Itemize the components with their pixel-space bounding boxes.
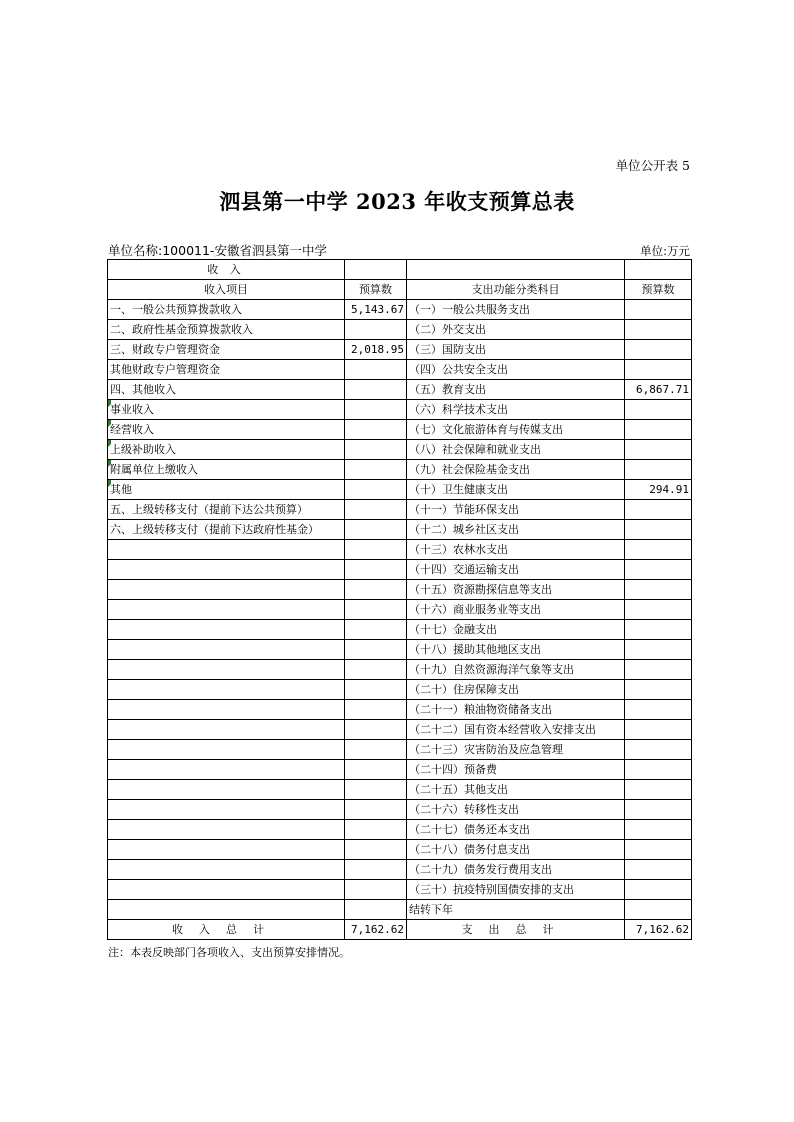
income-total-label: 收入总计 <box>108 920 345 940</box>
table-row <box>108 560 692 580</box>
column-header-expense-item: 支出功能分类科目 <box>407 280 625 300</box>
income-amount-cell <box>345 760 407 780</box>
column-header-income-item: 收入项目 <box>108 280 345 300</box>
income-item-cell <box>108 800 345 820</box>
income-item-cell <box>108 780 345 800</box>
table-row <box>108 840 692 860</box>
expense-item-cell: （九）社会保险基金支出 <box>407 460 625 480</box>
expense-item-cell: （十二）城乡社区支出 <box>407 520 625 540</box>
expense-amount-cell <box>625 760 692 780</box>
expense-amount-cell <box>625 820 692 840</box>
page-title: 泗县第一中学 2023 年收支预算总表 <box>219 189 575 214</box>
income-item-cell <box>108 820 345 840</box>
expense-item-cell: （二十二）国有资本经营收入安排支出 <box>407 720 625 740</box>
expense-amount-cell <box>625 640 692 660</box>
expense-amount-cell <box>625 360 692 380</box>
expense-amount-cell <box>625 400 692 420</box>
unit-name: 单位名称:100011-安徽省泗县第一中学 <box>108 243 327 258</box>
table-column-header-row <box>108 280 692 300</box>
expense-item-cell: （八）社会保障和就业支出 <box>407 440 625 460</box>
expense-amount-cell: 294.91 <box>625 480 692 500</box>
table-row <box>108 660 692 680</box>
income-item-cell: 三、财政专户管理资金 <box>108 340 345 360</box>
income-item-cell: 其他财政专户管理资金 <box>108 360 345 380</box>
expense-item-cell: （十四）交通运输支出 <box>407 560 625 580</box>
income-item-cell <box>108 840 345 860</box>
table-row <box>108 800 692 820</box>
footnote: 注：本表反映部门各项收入、支出预算安排情况。 <box>108 946 350 959</box>
expense-item-cell: （二十三）灾害防治及应急管理 <box>407 740 625 760</box>
expense-item-cell: （二十六）转移性支出 <box>407 800 625 820</box>
expense-amount-cell: 6,867.71 <box>625 380 692 400</box>
income-item-cell <box>108 880 345 900</box>
expense-item-cell: （二十九）债务发行费用支出 <box>407 860 625 880</box>
income-item-cell <box>108 540 345 560</box>
table-row <box>108 380 692 400</box>
income-amount-cell <box>345 620 407 640</box>
table-row <box>108 720 692 740</box>
table-row <box>108 820 692 840</box>
income-item-cell <box>108 620 345 640</box>
table-row <box>108 880 692 900</box>
income-item-cell: 二、政府性基金预算拨款收入 <box>108 320 345 340</box>
table-row <box>108 520 692 540</box>
income-amount-cell <box>345 360 407 380</box>
income-item-cell: 四、其他收入 <box>108 380 345 400</box>
income-item-cell: 上级补助收入 <box>108 440 345 460</box>
expense-amount-cell <box>625 620 692 640</box>
table-row <box>108 700 692 720</box>
table-row <box>108 580 692 600</box>
expense-amount-cell <box>625 500 692 520</box>
income-amount-cell <box>345 740 407 760</box>
income-amount-cell <box>345 420 407 440</box>
income-amount-cell <box>345 700 407 720</box>
table-row <box>108 400 692 420</box>
table-row <box>108 780 692 800</box>
income-amount-cell <box>345 640 407 660</box>
income-item-cell <box>108 720 345 740</box>
expense-amount-cell <box>625 600 692 620</box>
income-item-cell <box>108 580 345 600</box>
income-item-cell <box>108 600 345 620</box>
total-row <box>108 920 692 940</box>
income-item-cell: 六、上级转移支付（提前下达政府性基金） <box>108 520 345 540</box>
expense-item-cell: （五）教育支出 <box>407 380 625 400</box>
expense-item-cell: （十五）资源勘探信息等支出 <box>407 580 625 600</box>
expense-item-cell: （二十一）粮油物资储备支出 <box>407 700 625 720</box>
expense-item-cell: （十三）农林水支出 <box>407 540 625 560</box>
column-header-expense-amount: 预算数 <box>625 280 692 300</box>
empty-cell <box>407 260 625 280</box>
income-item-cell: 经营收入 <box>108 420 345 440</box>
expense-item-cell: （七）文化旅游体育与传媒支出 <box>407 420 625 440</box>
table-row <box>108 500 692 520</box>
expense-item-cell: （二十五）其他支出 <box>407 780 625 800</box>
expense-amount-cell <box>625 780 692 800</box>
table-code: 单位公开表 5 <box>615 158 690 173</box>
budget-table <box>107 259 692 940</box>
expense-item-cell: （十八）援助其他地区支出 <box>407 640 625 660</box>
income-amount-cell: 5,143.67 <box>345 300 407 320</box>
income-amount-cell <box>345 500 407 520</box>
income-item-cell <box>108 740 345 760</box>
expense-amount-cell <box>625 440 692 460</box>
table-row <box>108 300 692 320</box>
table-row <box>108 620 692 640</box>
income-amount-cell <box>345 460 407 480</box>
expense-amount-cell <box>625 720 692 740</box>
table-row <box>108 760 692 780</box>
expense-item-cell: 结转下年 <box>407 900 625 920</box>
expense-amount-cell <box>625 520 692 540</box>
table-top-header-row <box>108 260 692 280</box>
expense-item-cell: （二十）住房保障支出 <box>407 680 625 700</box>
expense-amount-cell <box>625 460 692 480</box>
income-amount-cell <box>345 520 407 540</box>
income-amount-cell <box>345 880 407 900</box>
table-row <box>108 480 692 500</box>
table-row <box>108 420 692 440</box>
expense-item-cell: （二十七）债务还本支出 <box>407 820 625 840</box>
expense-amount-cell <box>625 540 692 560</box>
income-section-header: 收 入 <box>108 260 345 280</box>
income-amount-cell <box>345 580 407 600</box>
expense-item-cell: （十六）商业服务业等支出 <box>407 600 625 620</box>
expense-amount-cell <box>625 880 692 900</box>
expense-item-cell: （三十）抗疫特别国债安排的支出 <box>407 880 625 900</box>
income-amount-cell <box>345 840 407 860</box>
income-amount-cell <box>345 480 407 500</box>
income-amount-cell <box>345 780 407 800</box>
expense-amount-cell <box>625 300 692 320</box>
income-item-cell: 附属单位上缴收入 <box>108 460 345 480</box>
income-amount-cell <box>345 560 407 580</box>
expense-item-cell: （二十八）债务付息支出 <box>407 840 625 860</box>
expense-amount-cell <box>625 580 692 600</box>
income-item-cell <box>108 680 345 700</box>
expense-item-cell: （二十四）预备费 <box>407 760 625 780</box>
empty-cell <box>625 260 692 280</box>
income-amount-cell <box>345 900 407 920</box>
currency-unit: 单位:万元 <box>640 244 690 258</box>
table-row <box>108 460 692 480</box>
expense-amount-cell <box>625 680 692 700</box>
expense-amount-cell <box>625 900 692 920</box>
income-amount-cell <box>345 540 407 560</box>
income-amount-cell <box>345 820 407 840</box>
income-amount-cell <box>345 380 407 400</box>
expense-amount-cell <box>625 420 692 440</box>
expense-amount-cell <box>625 800 692 820</box>
income-amount-cell <box>345 860 407 880</box>
income-item-cell <box>108 640 345 660</box>
table-row <box>108 340 692 360</box>
table-row <box>108 600 692 620</box>
income-amount-cell <box>345 800 407 820</box>
expense-amount-cell <box>625 560 692 580</box>
expense-total-label: 支出总计 <box>407 920 625 940</box>
expense-amount-cell <box>625 860 692 880</box>
expense-item-cell: （十七）金融支出 <box>407 620 625 640</box>
income-item-cell: 事业收入 <box>108 400 345 420</box>
income-item-cell <box>108 560 345 580</box>
income-item-cell: 五、上级转移支付（提前下达公共预算） <box>108 500 345 520</box>
table-row <box>108 900 692 920</box>
table-row <box>108 640 692 660</box>
table-row <box>108 860 692 880</box>
column-header-income-amount: 预算数 <box>345 280 407 300</box>
expense-amount-cell <box>625 700 692 720</box>
table-row <box>108 360 692 380</box>
income-amount-cell <box>345 400 407 420</box>
income-amount-cell <box>345 440 407 460</box>
expense-item-cell: （十一）节能环保支出 <box>407 500 625 520</box>
expense-item-cell: （一）一般公共服务支出 <box>407 300 625 320</box>
empty-cell <box>345 260 407 280</box>
expense-amount-cell <box>625 660 692 680</box>
income-total-amount: 7,162.62 <box>345 920 407 940</box>
table-row <box>108 440 692 460</box>
income-amount-cell <box>345 600 407 620</box>
expense-item-cell: （六）科学技术支出 <box>407 400 625 420</box>
income-amount-cell <box>345 660 407 680</box>
income-amount-cell: 2,018.95 <box>345 340 407 360</box>
expense-item-cell: （四）公共安全支出 <box>407 360 625 380</box>
expense-item-cell: （十九）自然资源海洋气象等支出 <box>407 660 625 680</box>
income-item-cell <box>108 660 345 680</box>
expense-item-cell: （二）外交支出 <box>407 320 625 340</box>
expense-amount-cell <box>625 840 692 860</box>
expense-item-cell: （十）卫生健康支出 <box>407 480 625 500</box>
expense-amount-cell <box>625 320 692 340</box>
income-amount-cell <box>345 320 407 340</box>
table-row <box>108 740 692 760</box>
expense-item-cell: （三）国防支出 <box>407 340 625 360</box>
income-item-cell <box>108 860 345 880</box>
income-item-cell: 一、一般公共预算拨款收入 <box>108 300 345 320</box>
income-amount-cell <box>345 680 407 700</box>
table-row <box>108 680 692 700</box>
table-row <box>108 540 692 560</box>
income-item-cell <box>108 900 345 920</box>
expense-total-amount: 7,162.62 <box>625 920 692 940</box>
expense-amount-cell <box>625 340 692 360</box>
income-amount-cell <box>345 720 407 740</box>
income-item-cell: 其他 <box>108 480 345 500</box>
table-row <box>108 320 692 340</box>
income-item-cell <box>108 760 345 780</box>
income-item-cell <box>108 700 345 720</box>
expense-amount-cell <box>625 740 692 760</box>
